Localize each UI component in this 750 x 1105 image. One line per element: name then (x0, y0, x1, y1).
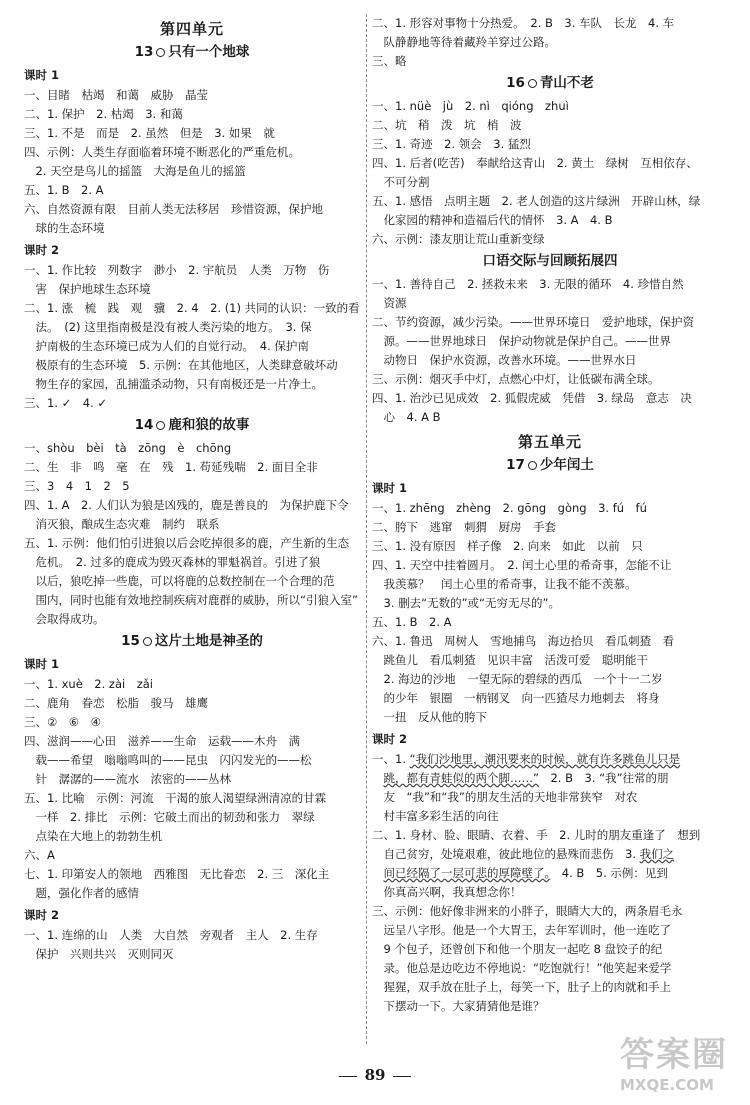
answer-line: 下摆动一下。大家猜猜他是谁？ (372, 999, 545, 1013)
period-label: 课时 1 (24, 68, 60, 82)
answer-suffix: 4. B 5. 示例：见到 (550, 866, 668, 880)
period-label: 课时 2 (24, 243, 60, 257)
answer-line: 四、1. A 2. 人们认为狼是凶残的，鹿是善良的 为保护鹿下令 (24, 498, 349, 512)
dot-icon (156, 48, 165, 57)
watermark-logo (620, 1035, 740, 1101)
dot-icon (156, 421, 165, 430)
answer-line: 录。他总是边吃边不停地说：“吃饱就行！”他笑起来爱学 (372, 961, 672, 975)
lesson-name: 这片土地是神圣的 (154, 633, 263, 649)
answer-prefix: 自己贫穷，处境艰难，彼此地位的悬殊而悲伤 3. (372, 847, 640, 861)
answer-line: 二、1. 形容对事物十分热爱。 2. B 3. 车队 长龙 4. 车 (372, 16, 675, 30)
underlined-quote: 间已经隔了一层可悲的厚障壁了。 (383, 866, 551, 880)
answer-line: 猩猩，双手放在肚子上，每笑一下，肚子上的肉就和手上 (372, 980, 671, 994)
answer-line: 二、1. 涨 梳 践 观 骥 2. 4 2. (1) 共同的认识：一致的看 (24, 301, 360, 315)
answer-line: 护南极的生态环境已成为人们的自觉行动。 4. 保护南 (24, 339, 309, 353)
answer-line: 危机。 2. 过多的鹿成为毁灭森林的罪魁祸首。引进了狼 (24, 555, 321, 569)
answer-line (372, 769, 728, 788)
answer-line: 的少年 银圈 一柄钢叉 向一匹猹尽力地刺去 将身 (372, 691, 660, 705)
answer-line (372, 864, 728, 883)
answer-line: 2. 天空是鸟儿的摇篮 大海是鱼儿的摇篮 (24, 164, 246, 178)
answer-line: 一、目睹 枯竭 和蔼 威胁 晶莹 (24, 88, 208, 102)
underlined-quote: 跳，都有青蛙似的两个脚……” (383, 771, 539, 785)
lesson-number: 15 (121, 633, 140, 649)
answer-line: 二、1. 保护 2. 枯竭 3. 和蔼 (24, 107, 183, 121)
answer-line: 二、节约资源，减少污染。——世界环境日 爱护地球，保护资 (372, 315, 694, 329)
answer-prefix (372, 771, 384, 785)
period-label: 课时 1 (24, 657, 60, 671)
lesson-title (372, 74, 728, 93)
dot-icon (528, 461, 537, 470)
lesson-name: 少年闰土 (539, 457, 594, 473)
answer-line: 二、坑 稍 泼 坑 梢 波 (372, 118, 522, 132)
answer-line: 一、1. 连绵的山 人类 大自然 旁观者 主人 2. 生存 (24, 928, 318, 942)
answer-line: 五、1. 比喻 示例：河流 干渴的旅人渴望绿洲清凉的甘霖 (24, 791, 327, 805)
underlined-quote: “我们沙地里，潮汛要来的时候，就有许多跳鱼儿只是 (409, 752, 681, 766)
answer-line: 三、1. 奇迹 2. 领会 3. 猛烈 (372, 137, 531, 151)
lesson-number: 13 (134, 44, 154, 60)
answer-line: 源。——世界地球日 保护动物就是保护自己。——世界 (372, 334, 671, 348)
answer-line: 一、1. 作比较 列数字 渺小 2. 宇航员 人类 万物 伤 (24, 263, 330, 277)
answer-line: 不可分割 (372, 175, 430, 189)
answer-line: 远呈八字形。他是一个大胃王，去年军训时，他一连吃了 (372, 923, 671, 937)
period-label: 课时 1 (372, 481, 408, 495)
column-divider (366, 14, 367, 1044)
answer-line: 会取得成功。 (24, 612, 105, 626)
lesson-number: 14 (134, 417, 154, 433)
answer-line: 五、1. 感悟 点明主题 2. 老人创造的这片绿洲 开辟山林，绿 (372, 194, 701, 208)
answer-line: 三、示例：他好像非洲来的小胖子，眼睛大大的，两条眉毛永 (372, 904, 683, 918)
answer-line: 化家园的精神和造福后代的情怀 3. A 4. B (372, 213, 613, 227)
section-title: 口语交际与回顾拓展四 (482, 253, 618, 269)
watermark-url: MXQE.COM (620, 1076, 714, 1094)
answer-line: 三、示例：烟灭手中灯，点燃心中灯，让低碳布满全球。 (372, 372, 660, 386)
period-label: 课时 2 (372, 732, 408, 746)
answer-line: 保护 兴则共兴 灭则同灭 (24, 947, 174, 961)
lesson-name: 青山不老 (539, 75, 594, 91)
answer-line: 3. 删去“无数的”或“无穷无尽的”。 (372, 596, 560, 610)
answer-line: 资源 (372, 296, 407, 310)
answer-line: 2. 海边的沙地 一望无际的碧绿的西瓜 一个十一二岁 (372, 672, 663, 686)
answer-line: 三、1. 不是 而是 2. 虽然 但是 3. 如果 就 (24, 126, 275, 140)
answer-line: 三、② ⑥ ④ (24, 715, 101, 729)
unit-heading: 第四单元 (159, 20, 224, 38)
answer-line: 以后，狼吃掉一些鹿，可以将鹿的总数控制在一个合理的范 (24, 574, 335, 588)
answer-line: 五、1. B 2. A (372, 615, 452, 629)
answer-line: 五、1. B 2. A (24, 183, 104, 197)
lesson-title (24, 416, 360, 435)
answer-line: 题，强化作者的感情 (24, 886, 139, 900)
answer-line: 球的生态环境 (24, 221, 105, 235)
answer-line: 极原有的生态环境 5. 示例：在其他地区，人类肆意破坏动 (24, 358, 338, 372)
answer-line: 二、胯下 逃窜 刺猬 厨房 手套 (372, 520, 556, 534)
answer-line: 一样 2. 排比 示例：它破土而出的韧劲和张力 翠绿 (24, 810, 315, 824)
lesson-title (24, 632, 360, 651)
answer-line: 六、示例：漆友朋让荒山重新变绿 (372, 232, 545, 246)
answer-line: 心 4. A B (372, 410, 441, 424)
answer-suffix: 2. B 3. “我”往常的朋 (538, 771, 669, 785)
answer-line: 队静静地等待着藏羚羊穿过公路。 (372, 35, 556, 49)
answer-line: 四、1. 治沙已见成效 2. 狐假虎威 凭借 3. 绿岛 意志 决 (372, 391, 692, 405)
answer-line: 物生存的家园，乱捕滥杀动物，只有南极还是一片净土。 (24, 377, 323, 391)
answer-line: 四、1. 后者(吃苦) 奉献给这青山 2. 黄土 绿树 互相依存、 (372, 156, 698, 170)
lesson-name: 只有一个地球 (168, 44, 250, 60)
unit-heading: 第五单元 (517, 433, 582, 451)
answer-line: 六、自然资源有限 目前人类无法移居 珍惜资源，保护地 (24, 202, 323, 216)
answer-line: 围内，同时也能有效地控制疾病对鹿群的威胁，所以“引狼入室” (24, 593, 358, 607)
answer-line: 三、1. ✓ 4. ✓ (24, 396, 108, 410)
answer-line: 七、1. 印第安人的领地 西雅图 无比眷恋 2. 三 深化主 (24, 867, 330, 881)
answer-prefix: 一、1. (372, 752, 410, 766)
lesson-name: 鹿和狼的故事 (168, 417, 250, 433)
answer-line: 载——希望 嗡嗡鸣叫的——昆虫 闪闪发光的——松 (24, 753, 312, 767)
answer-line: 消灭狼，酿成生态灾难 制约 联系 (24, 517, 220, 531)
answer-line: 动物日 保护水资源，改善水环境。——世界水日 (372, 353, 637, 367)
answer-line: 点染在大地上的勃勃生机 (24, 829, 162, 843)
answer-line: 你真高兴啊，我真想念你！ (372, 885, 522, 899)
answer-line: 法。 (2) 这里指南极是没有被人类污染的地方。 3. 保 (24, 320, 312, 334)
dot-icon (528, 79, 537, 88)
lesson-number: 16 (506, 75, 525, 91)
answer-line: 一、1. nüè jù 2. nì qióng zhuì (372, 99, 569, 113)
answer-line: 二、鹿角 眷恋 松脂 骏马 雄鹰 (24, 696, 208, 710)
answer-line: 一、1. xuè 2. zài zǎi (24, 677, 153, 691)
underlined-quote: 我们之 (639, 847, 675, 861)
lesson-number: 17 (506, 457, 525, 473)
answer-line: 三、1. 没有原因 样子像 2. 向来 如此 以前 只 (372, 539, 643, 553)
page-number: 89 (0, 1066, 750, 1085)
answer-line: 一、1. zhēng zhèng 2. gōng gòng 3. fú fú (372, 501, 647, 515)
answer-line: 害 保护地球生态环境 (24, 282, 151, 296)
answer-line: 针 潺潺的——流水 浓密的——丛林 (24, 772, 231, 786)
answer-line: 友 “我”和“我”的朋友生活的天地非常狭窄 对农 (372, 790, 638, 804)
answer-line: 二、生 非 鸣 毫 在 残 1. 苟延残喘 2. 面目全非 (24, 460, 318, 474)
answer-line: 六、A (24, 848, 55, 862)
answer-line: 四、示例：人类生存面临着环境不断恶化的严重危机。 (24, 145, 300, 159)
answer-prefix (372, 866, 384, 880)
answer-line: 六、1. 鲁迅 周树人 雪地捕鸟 海边拾贝 看瓜刺猹 看 (372, 634, 675, 648)
answer-line: 二、1. 身材、脸、眼睛、衣着、手 2. 儿时的朋友重逢了 想到 (372, 828, 701, 842)
answer-line (372, 845, 728, 864)
answer-line: 三、略 (372, 54, 407, 68)
answer-line: 我羡慕？ 闰土心里的希奇事，让我不能不羡慕。 (372, 577, 637, 591)
answer-line: 四、1. 天空中挂着圆月。 2. 闰土心里的希奇事，怎能不让 (372, 558, 672, 572)
answer-line: 村丰富多彩生活的向往 (372, 809, 499, 823)
lesson-title (372, 456, 728, 475)
answer-line: 一扭 反从他的胯下 (372, 710, 487, 724)
answer-line: 五、1. 示例：他们怕引进狼以后会吃掉很多的鹿，产生新的生态 (24, 536, 350, 550)
answer-line: 一、shòu bèi tà zōng è chōng (24, 441, 232, 455)
watermark-text: 答案圈 (620, 1035, 728, 1075)
answer-line: 跳鱼儿 看瓜刺猹 见识丰富 活泼可爱 聪明能干 (372, 653, 648, 667)
period-label: 课时 2 (24, 908, 60, 922)
right-column (372, 14, 728, 1016)
lesson-title (24, 43, 360, 62)
answer-line: 9 个包子，还曾创下和他一个朋友一起吃 8 盘饺子的纪 (372, 942, 663, 956)
answer-line (372, 750, 728, 769)
dot-icon (143, 637, 152, 646)
answer-line: 一、1. 善待自己 2. 拯救未来 3. 无限的循环 4. 珍惜自然 (372, 277, 684, 291)
left-column (24, 14, 360, 964)
answer-line: 三、3 4 1 2 5 (24, 479, 130, 493)
answer-line: 四、滋润——心田 滋养——生命 运载——木舟 满 (24, 734, 300, 748)
